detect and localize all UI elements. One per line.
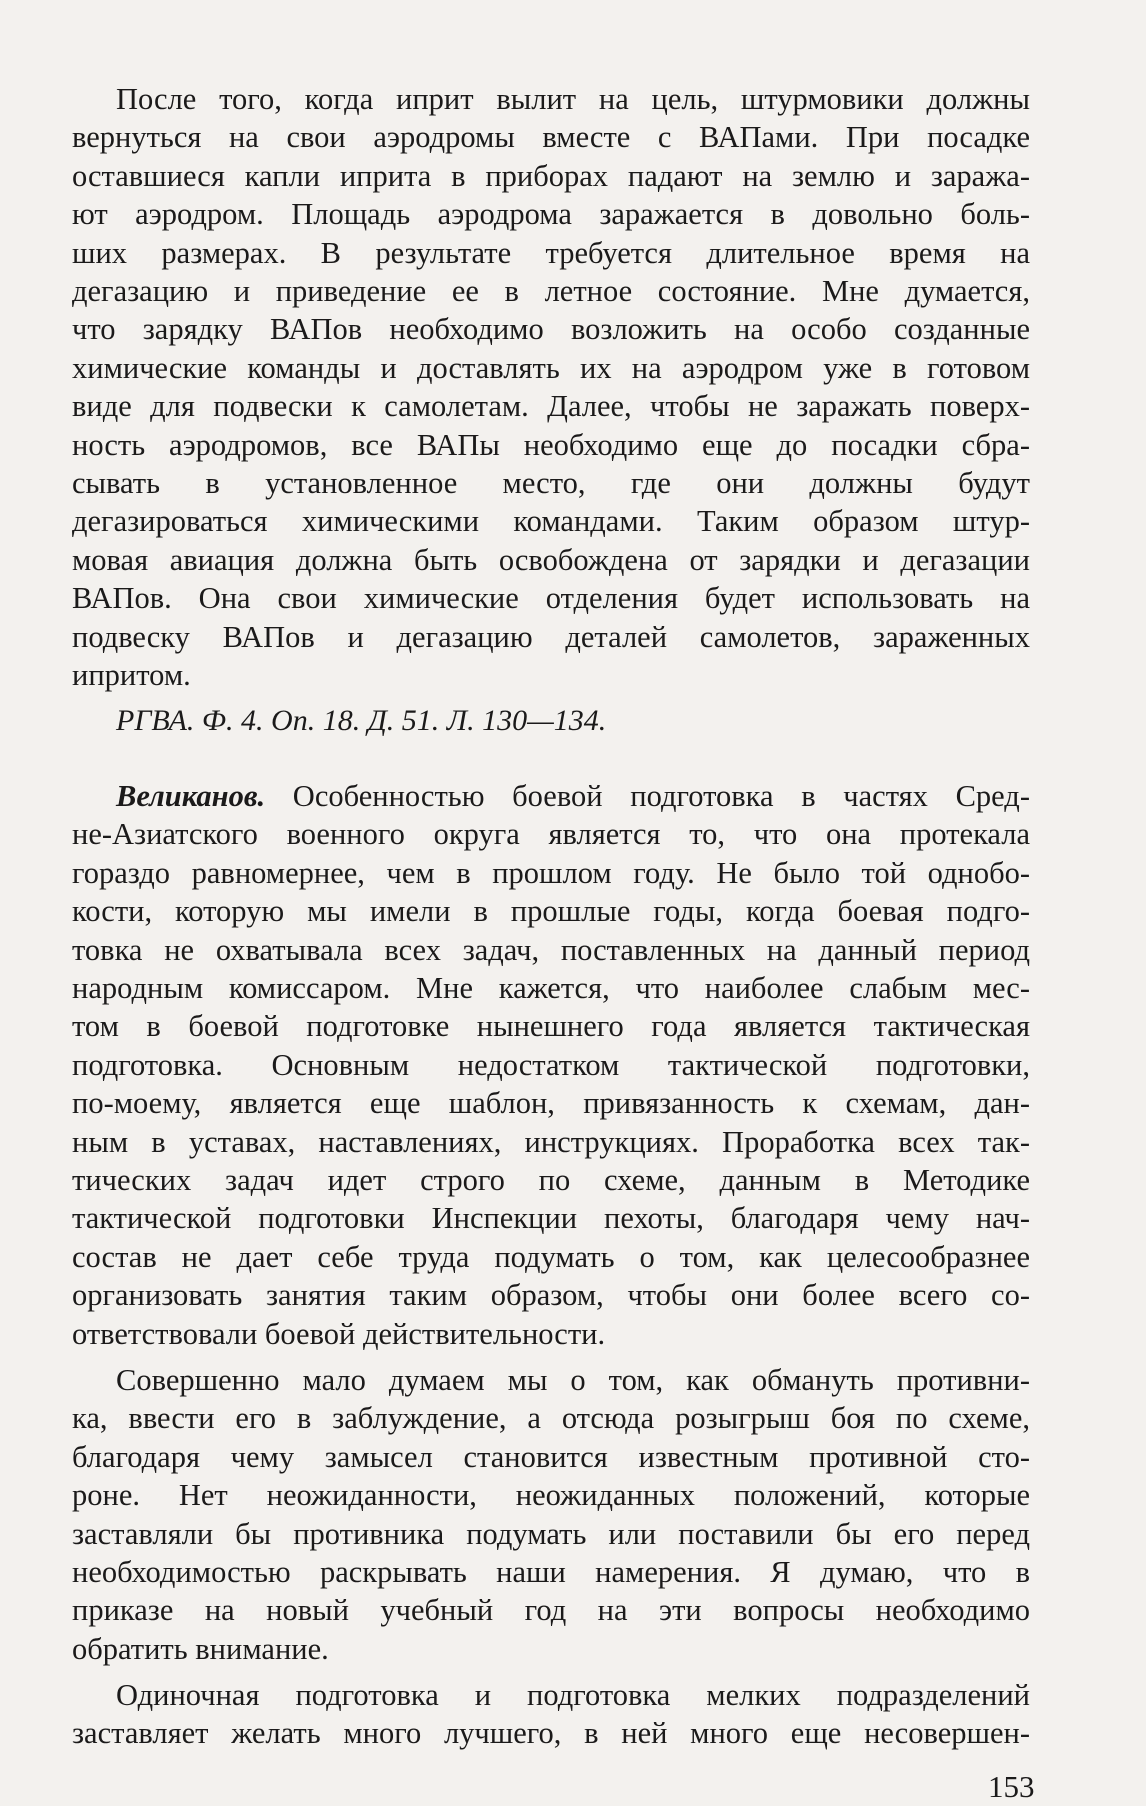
text-line-with-speaker (72, 777, 1030, 815)
text-line: оставшиеся капли иприта в приборах падают на землю и заража- (72, 158, 1030, 193)
text-line: мовая авиация должна быть освобождена от зарядки и дегазации (72, 542, 1030, 577)
text-line: обратить внимание. (72, 1631, 329, 1666)
text-line: организовать занятия таким образом, чтобы они более всего со- (72, 1278, 1030, 1313)
text-line: заставляет желать много лучшего, в ней много еще несовершен- (72, 1716, 1030, 1751)
text-line: заставляли бы противника подумать или поставили бы его перед (72, 1516, 1030, 1551)
text-line: ВАПов. Она свои химические отделения будет использовать на (72, 581, 1030, 616)
text-line: по-моему, является еще шаблон, привязанность к схемам, дан- (72, 1086, 1030, 1121)
text-line: ным в уставах, наставлениях, инструкциях. Проработка всех так- (72, 1124, 1030, 1159)
text-line: подготовка. Основным недостатком тактической подготовки, (72, 1047, 1030, 1082)
text-line: ших размерах. В результате требуется длительное время на (72, 235, 1030, 270)
text-line: тактической подготовки Инспекции пехоты, благодаря чему нач- (72, 1201, 1030, 1236)
paragraph-velikanov-speech (72, 777, 1030, 1353)
text-line: Совершенно мало думаем мы о том, как обмануть противни- (116, 1363, 1030, 1397)
text-line: благодаря чему замысел становится известным противной сто- (72, 1439, 1030, 1474)
text-line: подвеску ВАПов и дегазацию деталей самолетов, зараженных (72, 619, 1030, 654)
text-line: состав не дает себе труда подумать о том, как целесообразнее (72, 1239, 1030, 1274)
text-line: кости, которую мы имели в прошлые годы, когда боевая подго- (72, 894, 1030, 929)
speaker-name: Великанов. (116, 779, 266, 813)
text-line: После того, когда иприт вылит на цель, штурмовики должны (116, 82, 1030, 116)
paragraph-individual-training (72, 1676, 1030, 1753)
paragraph-deception (72, 1361, 1030, 1668)
text-line: товка не охватывала всех задач, поставленных на данный период (72, 932, 1030, 967)
book-page (72, 80, 1035, 1804)
text-line: приказе на новый учебный год на эти вопросы необходимо (72, 1593, 1030, 1628)
text-line: ют аэродром. Площадь аэродрома заражается в довольно боль- (72, 197, 1030, 232)
text-line: дегазироваться химическими командами. Таким образом штур- (72, 504, 1030, 539)
text-line: ответствовали боевой действительности. (72, 1316, 606, 1351)
archive-source-reference: РГВА. Ф. 4. Оп. 18. Д. 51. Л. 130—134. (116, 704, 607, 737)
text-line: тических задач идет строго по схеме, данным в Методике (72, 1163, 1030, 1198)
text-line: Одиночная подготовка и подготовка мелких подразделений (116, 1678, 1030, 1712)
text-line: ипритом. (72, 658, 191, 693)
page-number: 153 (988, 1769, 1035, 1804)
text-line: гораздо равномернее, чем в прошлом году. Не было той однобо- (72, 855, 1030, 890)
text-line: виде для подвески к самолетам. Далее, чтобы не заражать поверх- (72, 389, 1030, 424)
text-line: роне. Нет неожиданности, неожиданных положений, которые (72, 1478, 1030, 1513)
speech-first-line: Особенностью боевой подготовка в частях Сред- (265, 779, 1030, 813)
text-line: народным комиссаром. Мне кажется, что наиболее слабым мес- (72, 971, 1030, 1006)
text-line: необходимостью раскрывать наши намерения. Я думаю, что в (72, 1555, 1030, 1590)
text-line: что зарядку ВАПов необходимо возложить на особо созданные (72, 312, 1030, 347)
text-line: ка, ввести его в заблуждение, а отсюда розыгрыш боя по схеме, (72, 1401, 1030, 1436)
text-line: вернуться на свои аэродромы вместе с ВАПами. При посадке (72, 120, 1030, 155)
paragraph-chemical-aviation (72, 80, 1030, 695)
text-line: том в боевой подготовке нынешнего года является тактическая (72, 1009, 1030, 1044)
text-line: сывать в установленное место, где они должны будут (72, 466, 1030, 501)
text-line: не-Азиатского военного округа является то, что она протекала (72, 817, 1030, 852)
text-line: химические команды и доставлять их на аэродром уже в готовом (72, 350, 1030, 385)
text-line: дегазацию и приведение ее в летное состояние. Мне думается, (72, 274, 1030, 309)
text-line: ность аэродромов, все ВАПы необходимо еще до посадки сбра- (72, 427, 1030, 462)
